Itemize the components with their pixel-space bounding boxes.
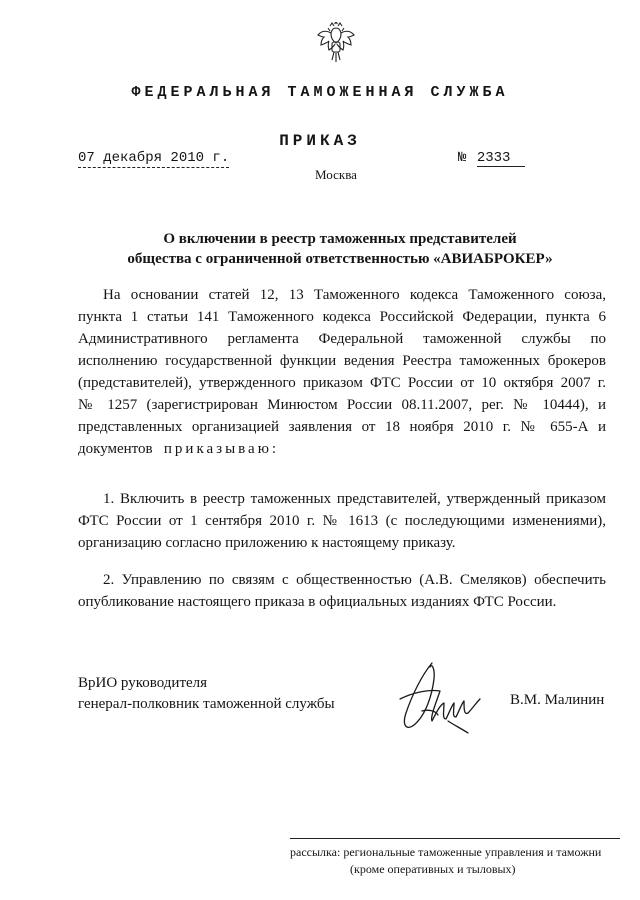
order-item-2	[78, 569, 606, 613]
signer-name: В.М. Малинин	[510, 692, 605, 708]
basis-line: Административного регламента Федеральной таможенной службы по	[78, 331, 606, 347]
basis-line: № 1257 (зарегистрирован Минюстом России 08.11.2007, рег. № 10444), и	[78, 397, 606, 413]
document-city: Москва	[315, 167, 357, 182]
document-number-field	[458, 150, 525, 167]
basis-paragraph	[78, 284, 606, 460]
number-sign-label: №	[458, 150, 467, 166]
item-line: 1. Включить в реестр таможенных представителей, утвержденный приказом	[103, 491, 606, 507]
document-date: 07 декабря 2010 г.	[78, 150, 230, 166]
handwritten-signature-icon	[392, 655, 484, 745]
russian-coat-of-arms-icon	[316, 22, 356, 66]
footer-divider	[290, 838, 620, 839]
signer-position	[78, 673, 335, 715]
document-title	[70, 229, 610, 269]
distribution-line: (кроме оперативных и тыловых)	[350, 862, 516, 876]
basis-line	[78, 438, 606, 460]
item-line: ФТС России от 1 сентября 2010 г. № 1613 (с последующими изменениями),	[78, 513, 606, 529]
item-line: опубликование настоящего приказа в официальных изданиях ФТС России.	[78, 594, 557, 610]
agency-name: ФЕДЕРАЛЬНАЯ ТАМОЖЕННАЯ СЛУЖБА	[131, 84, 509, 101]
item-line: 2. Управлению по связям с общественностью (А.В. Смеляков) обеспечить	[103, 572, 606, 588]
item-line: организацию согласно приложению к настоящему приказу.	[78, 535, 456, 551]
basis-line: На основании статей 12, 13 Таможенного кодекса Таможенного союза,	[103, 287, 606, 303]
distribution-line: рассылка: региональные таможенные управления и таможни	[290, 845, 602, 859]
basis-line: исполнению государственной функции ведения Реестра таможенных брокеров	[78, 353, 606, 369]
basis-line: пункта 1 статьи 141 Таможенного кодекса Российской Федерации, пункта 6	[78, 309, 606, 325]
basis-line: (представителей), утвержденного приказом ФТС России от 10 октября 2007 г.	[78, 375, 606, 391]
signer-position-line: генерал-полковник таможенной службы	[78, 696, 335, 712]
document-number: 2333	[477, 150, 525, 167]
order-item-1	[78, 488, 606, 554]
basis-line: представленных организацией заявления от 18 ноября 2010 г. № 655-А и	[78, 419, 606, 435]
distribution-note	[290, 844, 640, 878]
title-line: О включении в реестр таможенных представителей	[163, 231, 517, 247]
signer-position-line: ВрИО руководителя	[78, 675, 208, 691]
basis-last-prefix: документов	[78, 441, 153, 457]
title-line: общества с ограниченной ответственностью «АВИАБРОКЕР»	[127, 251, 553, 267]
document-type: ПРИКАЗ	[279, 132, 361, 150]
orders-word: приказываю:	[163, 441, 280, 457]
